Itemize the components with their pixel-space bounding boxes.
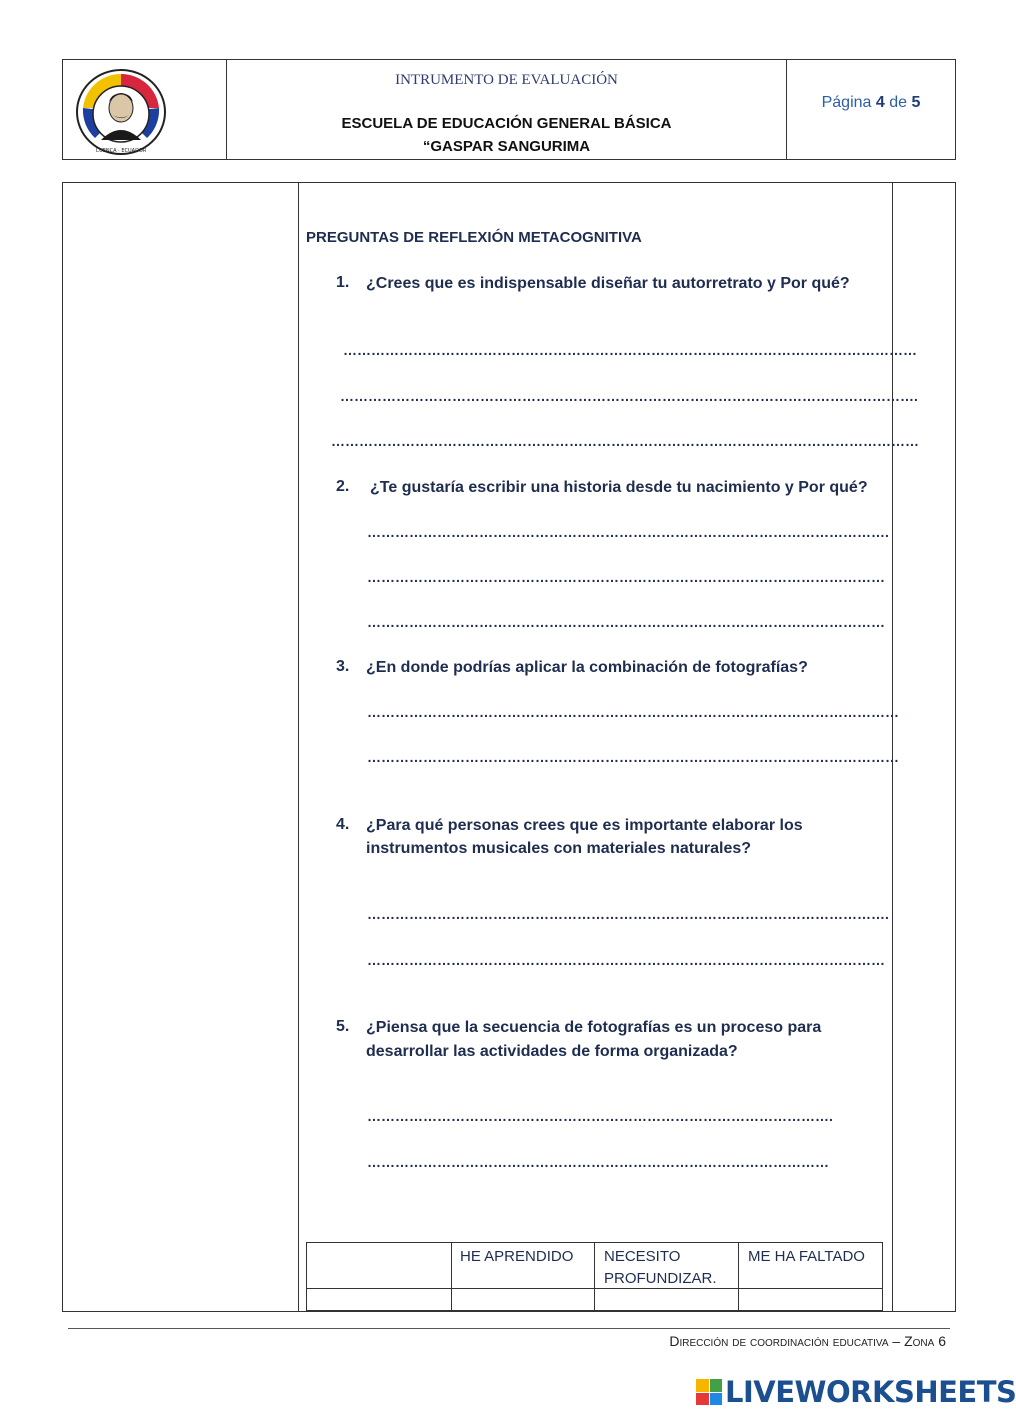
eval-header-me-ha-faltado: ME HA FALTADO [748,1248,865,1265]
question-2-text: ¿Te gustaría escribir una historia desde tu nacimiento y Por qué? [370,479,868,496]
eval-header-necesito-line2: PROFUNDIZAR. [604,1270,717,1287]
logo-cell [63,60,227,159]
self-evaluation-table [306,1242,883,1311]
question-1-answer-line-1[interactable]: …………………………………………………………………………………………………………… [343,342,917,358]
question-1-answer-line-2[interactable]: ……………………………………………………………………………………………………………. [340,388,918,404]
question-3-answer-line-1[interactable]: …………………………………………………………………………………………………… [367,704,899,720]
question-4-text-line1: ¿Para qué personas crees que es importante elaborar los [366,817,803,834]
header-title-cell [227,60,787,159]
question-4-text-line2: instrumentos musicales con materiales naturales? [366,840,752,857]
question-3-number: 3. [336,658,350,675]
question-4-answer-line-1[interactable]: …………………………………………………………………………………………………. [367,906,889,922]
page-number-cell [787,60,955,159]
eval-header-necesito-line1: NECESITO [604,1248,681,1265]
question-2-number: 2. [336,478,350,495]
school-name-line2: “GASPAR SANGURIMA [422,138,591,155]
section-title: PREGUNTAS DE REFLEXIÓN METACOGNITIVA [306,229,642,246]
page-indicator [787,94,955,112]
table-row-divider [307,1288,882,1289]
page-total: 5 [911,94,921,111]
question-1-number: 1. [336,274,350,291]
table-divider [451,1243,452,1310]
question-3-answer-line-2[interactable]: …………………………………………………………………………………………………… [367,749,899,765]
question-2-answer-line-1[interactable]: …………………………………………………………………………………………………. [367,524,889,540]
eval-header-he-aprendido: HE APRENDIDO [460,1248,574,1265]
svg-text:CUENCA · ECUADOR: CUENCA · ECUADOR [95,148,147,154]
liveworksheets-logo-icon [696,1379,722,1405]
question-5-answer-line-1[interactable]: ………………………………………………………………………………………. [367,1108,833,1124]
liveworksheets-watermark [696,1374,1016,1410]
question-2-answer-line-3[interactable]: ………………………………………………………………………………………………… [367,614,885,630]
page-current: 4 [875,94,885,111]
question-4-number: 4. [336,816,350,833]
left-column-divider [298,183,299,1311]
header-table [62,59,956,160]
liveworksheets-text: LIVEWORKSHEETS [725,1375,1016,1409]
table-divider [738,1243,739,1310]
page-of: de [889,94,908,111]
question-1-text: ¿Crees que es indispensable diseñar tu autorretrato y Por qué? [366,275,850,292]
question-4-answer-line-2[interactable]: ………………………………………………………………………………………………… [367,952,885,968]
question-2-answer-line-2[interactable]: ………………………………………………………………………………………………… [367,569,885,585]
eval-header-necesito-profundizar [604,1246,717,1290]
instrument-title: INTRUMENTO DE EVALUACIÓN [395,72,618,88]
question-5-text-line2: desarrollar las actividades de forma organizada? [366,1043,738,1060]
question-5-number: 5. [336,1018,350,1035]
footer-divider [68,1328,950,1329]
question-3-text: ¿En donde podrías aplicar la combinación de fotografías? [366,659,808,676]
school-logo-icon [75,68,167,156]
footer-text: Dirección de coordinación educativa – Zona 6 [669,1333,946,1349]
question-5-answer-line-2[interactable]: ……………………………………………………………………………………… [367,1154,829,1170]
question-1-answer-line-3[interactable]: ……………………………………………………………………………………………………………… [331,433,919,449]
table-divider [594,1243,595,1310]
question-5-text-line1: ¿Piensa que la secuencia de fotografías es un proceso para [366,1019,822,1036]
page-prefix: Página [821,94,872,111]
school-name-line1: ESCUELA DE EDUCACIÓN GENERAL BÁSICA [341,115,672,132]
